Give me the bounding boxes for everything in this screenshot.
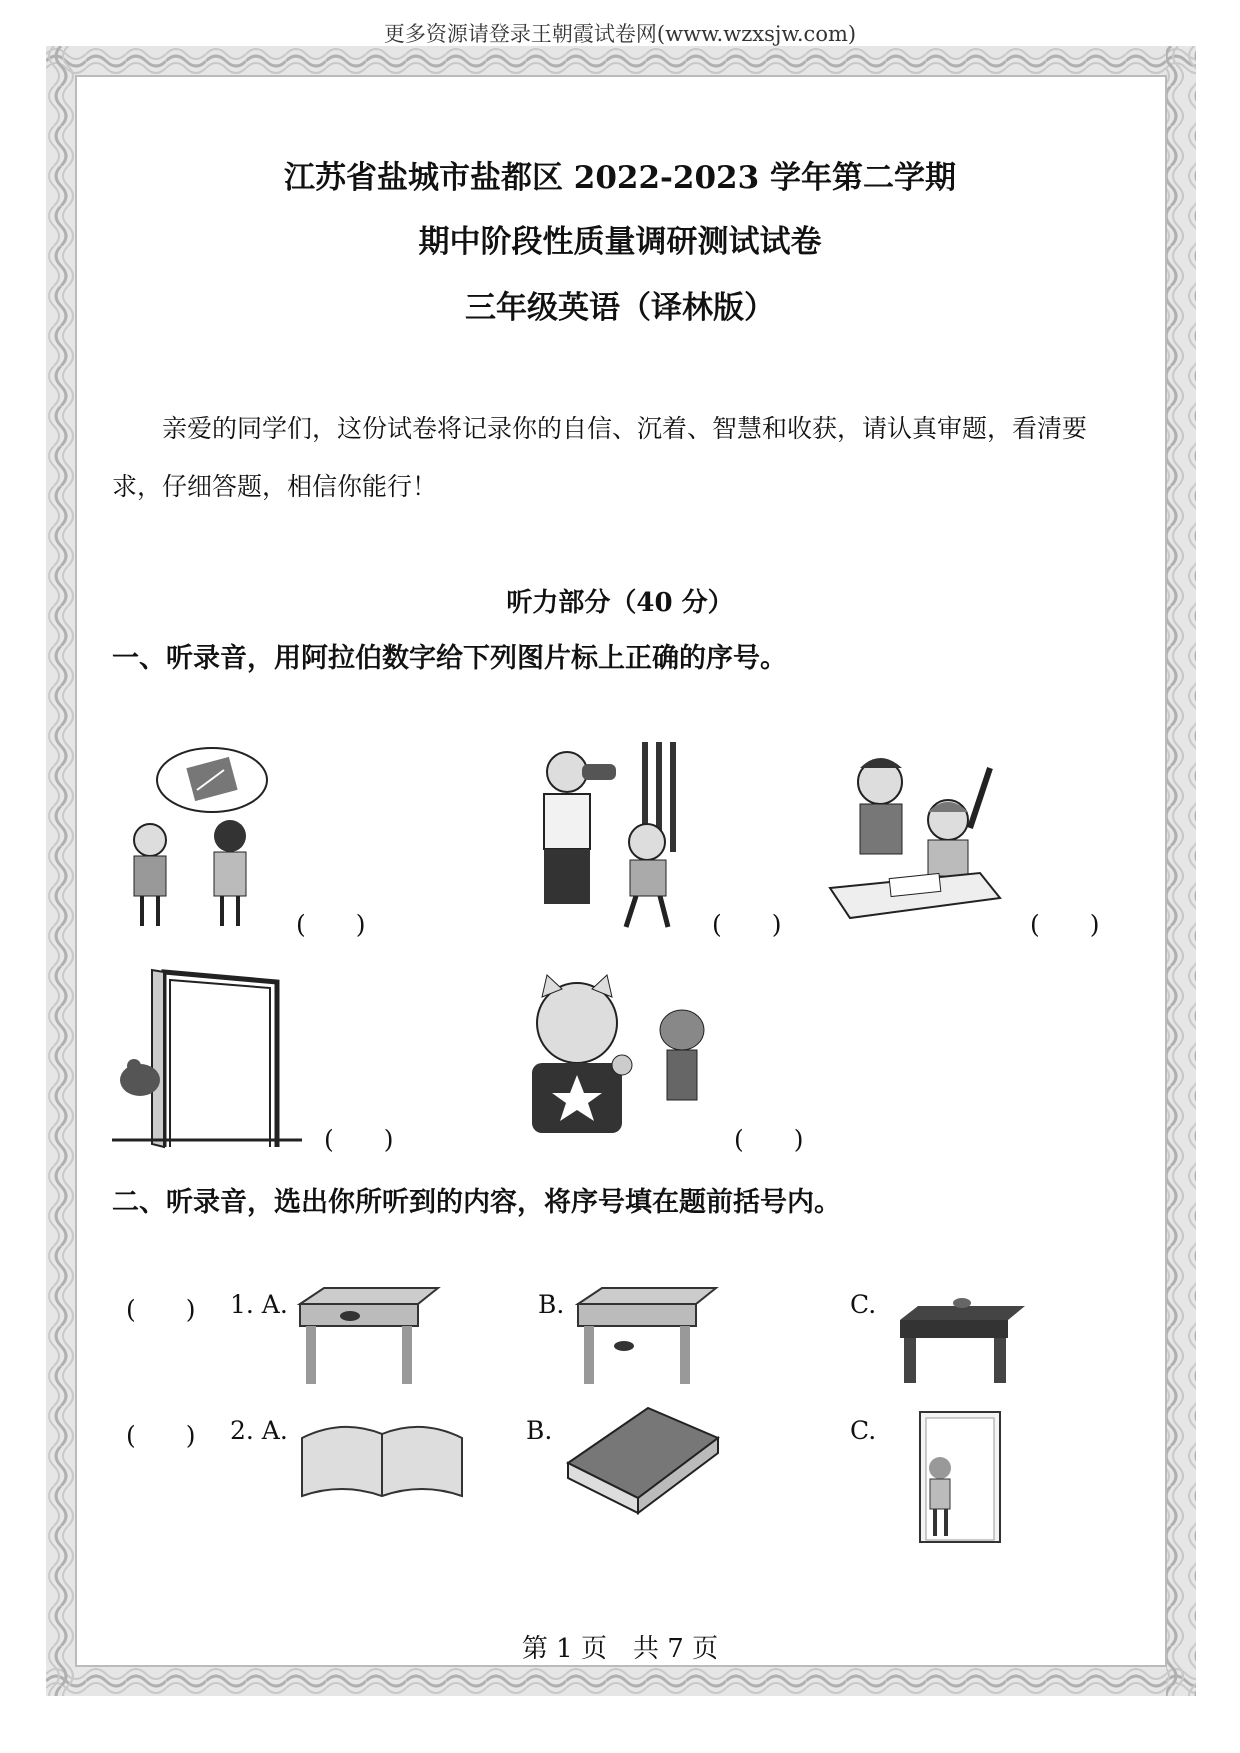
part1-blank-1: ( ) — [296, 910, 366, 939]
section-title: 听力部分（40 分） — [506, 588, 734, 618]
q2-option-a-label: 2. A. — [230, 1416, 288, 1445]
mouse-at-door-illustration — [112, 962, 302, 1147]
title-line-2: 期中阶段性质量调研测试试卷 — [418, 224, 822, 260]
page-number: 第 1 页 共 7 页 — [521, 1634, 719, 1664]
q1-blank: ( ) — [126, 1295, 196, 1324]
q2-option-b-label: B. — [526, 1416, 553, 1445]
students-raising-hand-illustration — [830, 748, 1010, 930]
desk-bird-inside-icon — [300, 1288, 438, 1388]
q2-blank: ( ) — [126, 1421, 196, 1450]
part2-heading: 二、听录音，选出你所听到的内容，将序号填在题前括号内。 — [112, 1187, 841, 1218]
title-line-1: 江苏省盐城市盐都区 2022-2023 学年第二学期 — [283, 160, 956, 196]
two-kids-talking-about-book-illustration — [112, 748, 262, 928]
q2-option-c-label: C. — [850, 1416, 877, 1445]
boy-with-toy-car-illustration — [522, 742, 692, 932]
desk-bird-under-icon — [578, 1288, 716, 1388]
q1-option-b-label: B. — [538, 1290, 565, 1319]
site-note: 更多资源请登录王朝霞试卷网(www.wzxsjw.com) — [383, 22, 857, 46]
intro-text: 亲爱的同学们，这份试卷将记录你的自信、沉着、智慧和收获，请认真审题，看清要求，仔细答题，相信你能行！ — [112, 414, 1088, 501]
part1-blank-4: ( ) — [324, 1125, 394, 1154]
table-bird-on-icon — [900, 1298, 1025, 1383]
q1-option-a-label: 1. A. — [230, 1290, 288, 1319]
part1-blank-3: ( ) — [1030, 910, 1100, 939]
title-line-3: 三年级英语（译林版） — [465, 290, 775, 326]
part1-blank-5: ( ) — [734, 1125, 804, 1154]
boy-at-door-icon — [908, 1408, 1003, 1543]
cat-and-mouse-puppets-illustration — [522, 975, 722, 1147]
part1-heading: 一、听录音，用阿拉伯数字给下列图片标上正确的序号。 — [112, 643, 787, 674]
closed-book-icon — [568, 1408, 718, 1513]
part1-blank-2: ( ) — [712, 910, 782, 939]
open-book-icon — [298, 1418, 466, 1503]
q1-option-c-label: C. — [850, 1290, 877, 1319]
